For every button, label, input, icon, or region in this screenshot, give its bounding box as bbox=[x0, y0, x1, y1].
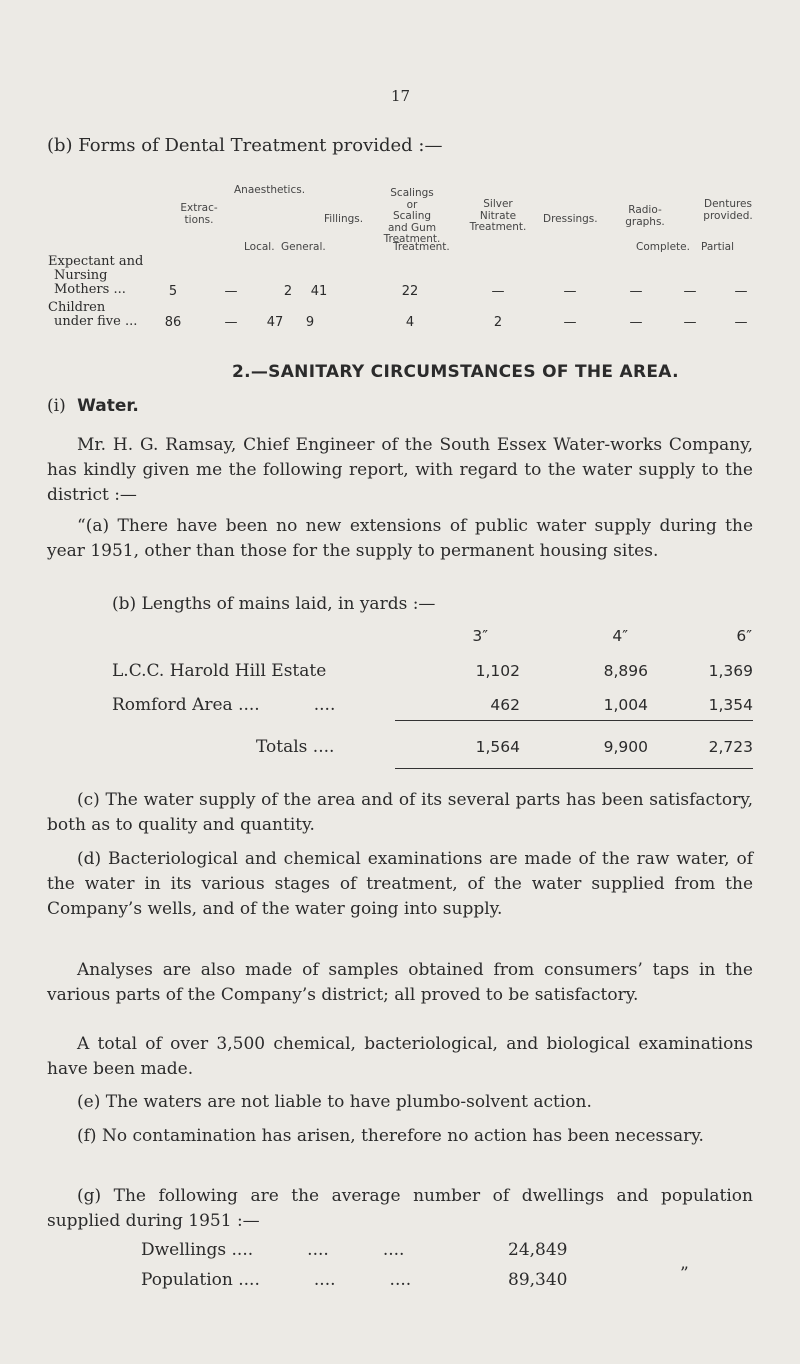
table-cell: — bbox=[224, 315, 238, 330]
mains-heading: (b) Lengths of mains laid, in yards :— bbox=[112, 594, 436, 614]
mains-cell: 1,369 bbox=[708, 662, 753, 680]
totals-label: Totals .... bbox=[256, 737, 335, 757]
totals-cell: 9,900 bbox=[603, 738, 648, 756]
table-cell: 2 bbox=[283, 284, 293, 299]
population-label: Population .... .... .... bbox=[141, 1270, 412, 1290]
table-cell: — bbox=[224, 284, 238, 299]
mains-cell: 1,102 bbox=[475, 662, 520, 680]
mains-cell: 462 bbox=[490, 696, 520, 714]
header-silver-nitrate: Silver Nitrate Treatment. bbox=[469, 198, 527, 233]
header-dressings: Dressings. bbox=[543, 213, 598, 225]
table-cell: — bbox=[629, 315, 643, 330]
header-fillings: Fillings. bbox=[324, 213, 364, 225]
table-cell: 22 bbox=[401, 284, 419, 299]
totals-rule-bottom bbox=[395, 768, 753, 769]
totals-cell: 1,564 bbox=[475, 738, 520, 756]
totals-rule-top bbox=[395, 720, 753, 721]
header-radiographs: Radio- graphs. bbox=[625, 204, 665, 228]
table-cell: — bbox=[491, 284, 505, 299]
paragraph-a: “(a) There have been no new extensions of public water supply during the year 1951, other than those for the supply to permanent housing sites. bbox=[47, 516, 753, 561]
paragraph-analyses: Analyses are also made of samples obtained from consumers’ taps in the various parts of the Company’s district; all proved to be satisfactory. bbox=[47, 960, 753, 1005]
header-complete: Complete. bbox=[636, 241, 690, 253]
table-cell: — bbox=[734, 315, 748, 330]
population-value: 89,340 bbox=[508, 1270, 568, 1290]
header-extractions: Extrac- tions. bbox=[180, 202, 218, 226]
header-anaesthetics: Anaesthetics. bbox=[234, 184, 306, 196]
table-cell: 86 bbox=[164, 315, 182, 330]
header-general: General. bbox=[281, 241, 326, 253]
mains-column-3in: 3″ bbox=[472, 627, 488, 645]
totals-cell: 2,723 bbox=[708, 738, 753, 756]
table-cell: 47 bbox=[266, 315, 284, 330]
header-local: Local. bbox=[244, 241, 275, 253]
table-cell: 5 bbox=[168, 284, 178, 299]
mains-column-4in: 4″ bbox=[612, 627, 628, 645]
table-cell: 4 bbox=[405, 315, 415, 330]
paragraph-f: (f) No contamination has arisen, therefore no action has been necessary. bbox=[77, 1126, 704, 1146]
table-cell: — bbox=[683, 284, 697, 299]
table-cell: — bbox=[683, 315, 697, 330]
mains-cell: 1,004 bbox=[603, 696, 648, 714]
page-number: 17 bbox=[391, 87, 411, 105]
water-heading: (i) Water. bbox=[47, 396, 139, 416]
mains-row-label: L.C.C. Harold Hill Estate bbox=[112, 661, 327, 681]
mains-row-label: Romford Area .... .... bbox=[112, 695, 336, 715]
paragraph-ramsay: Mr. H. G. Ramsay, Chief Engineer of the South Essex Water-works Company, has kindly given me the following report, with regard to the water supply to the district :— bbox=[47, 435, 753, 505]
paragraph-g: (g) The following are the average number of dwellings and population supplied during 1951 :— bbox=[47, 1186, 753, 1231]
header-partial: Partial bbox=[701, 241, 734, 253]
table-cell: 9 bbox=[305, 315, 315, 330]
paragraph-total: A total of over 3,500 chemical, bacteriological, and biological examinations have been made. bbox=[47, 1034, 753, 1079]
header-dentures: Dentures provided. bbox=[703, 198, 753, 222]
header-treatment: Treatment. bbox=[393, 241, 450, 253]
dwellings-label: Dwellings .... .... .... bbox=[141, 1240, 405, 1260]
table-cell: — bbox=[629, 284, 643, 299]
mains-cell: 8,896 bbox=[603, 662, 648, 680]
row-label-children: Children under five ... bbox=[48, 300, 138, 329]
closing-quote: ” bbox=[680, 1264, 689, 1284]
table-cell: — bbox=[563, 315, 577, 330]
row-label-mothers: Expectant and Nursing Mothers ... bbox=[48, 254, 144, 297]
paragraph-c: (c) The water supply of the area and of its several parts has been satisfactory, both as to quality and quantity. bbox=[47, 790, 753, 835]
table-cell: 2 bbox=[493, 315, 503, 330]
paragraph-d: (d) Bacteriological and chemical examinations are made of the raw water, of the water in its various stages of treatment, of the water supplied from the Company’s wells, and of the water going into supply. bbox=[47, 849, 753, 919]
table-cell: — bbox=[734, 284, 748, 299]
mains-column-6in: 6″ bbox=[736, 627, 752, 645]
dwellings-value: 24,849 bbox=[508, 1240, 568, 1260]
mains-cell: 1,354 bbox=[708, 696, 753, 714]
header-scalings: Scalings or Scaling and Gum Treatment. bbox=[383, 187, 441, 245]
paragraph-e: (e) The waters are not liable to have plumbo-solvent action. bbox=[77, 1092, 592, 1112]
table-cell: 41 bbox=[310, 284, 328, 299]
dental-treatment-intro: (b) Forms of Dental Treatment provided :— bbox=[47, 135, 443, 156]
table-cell: — bbox=[563, 284, 577, 299]
section-heading: 2.—SANITARY CIRCUMSTANCES OF THE AREA. bbox=[232, 362, 679, 382]
